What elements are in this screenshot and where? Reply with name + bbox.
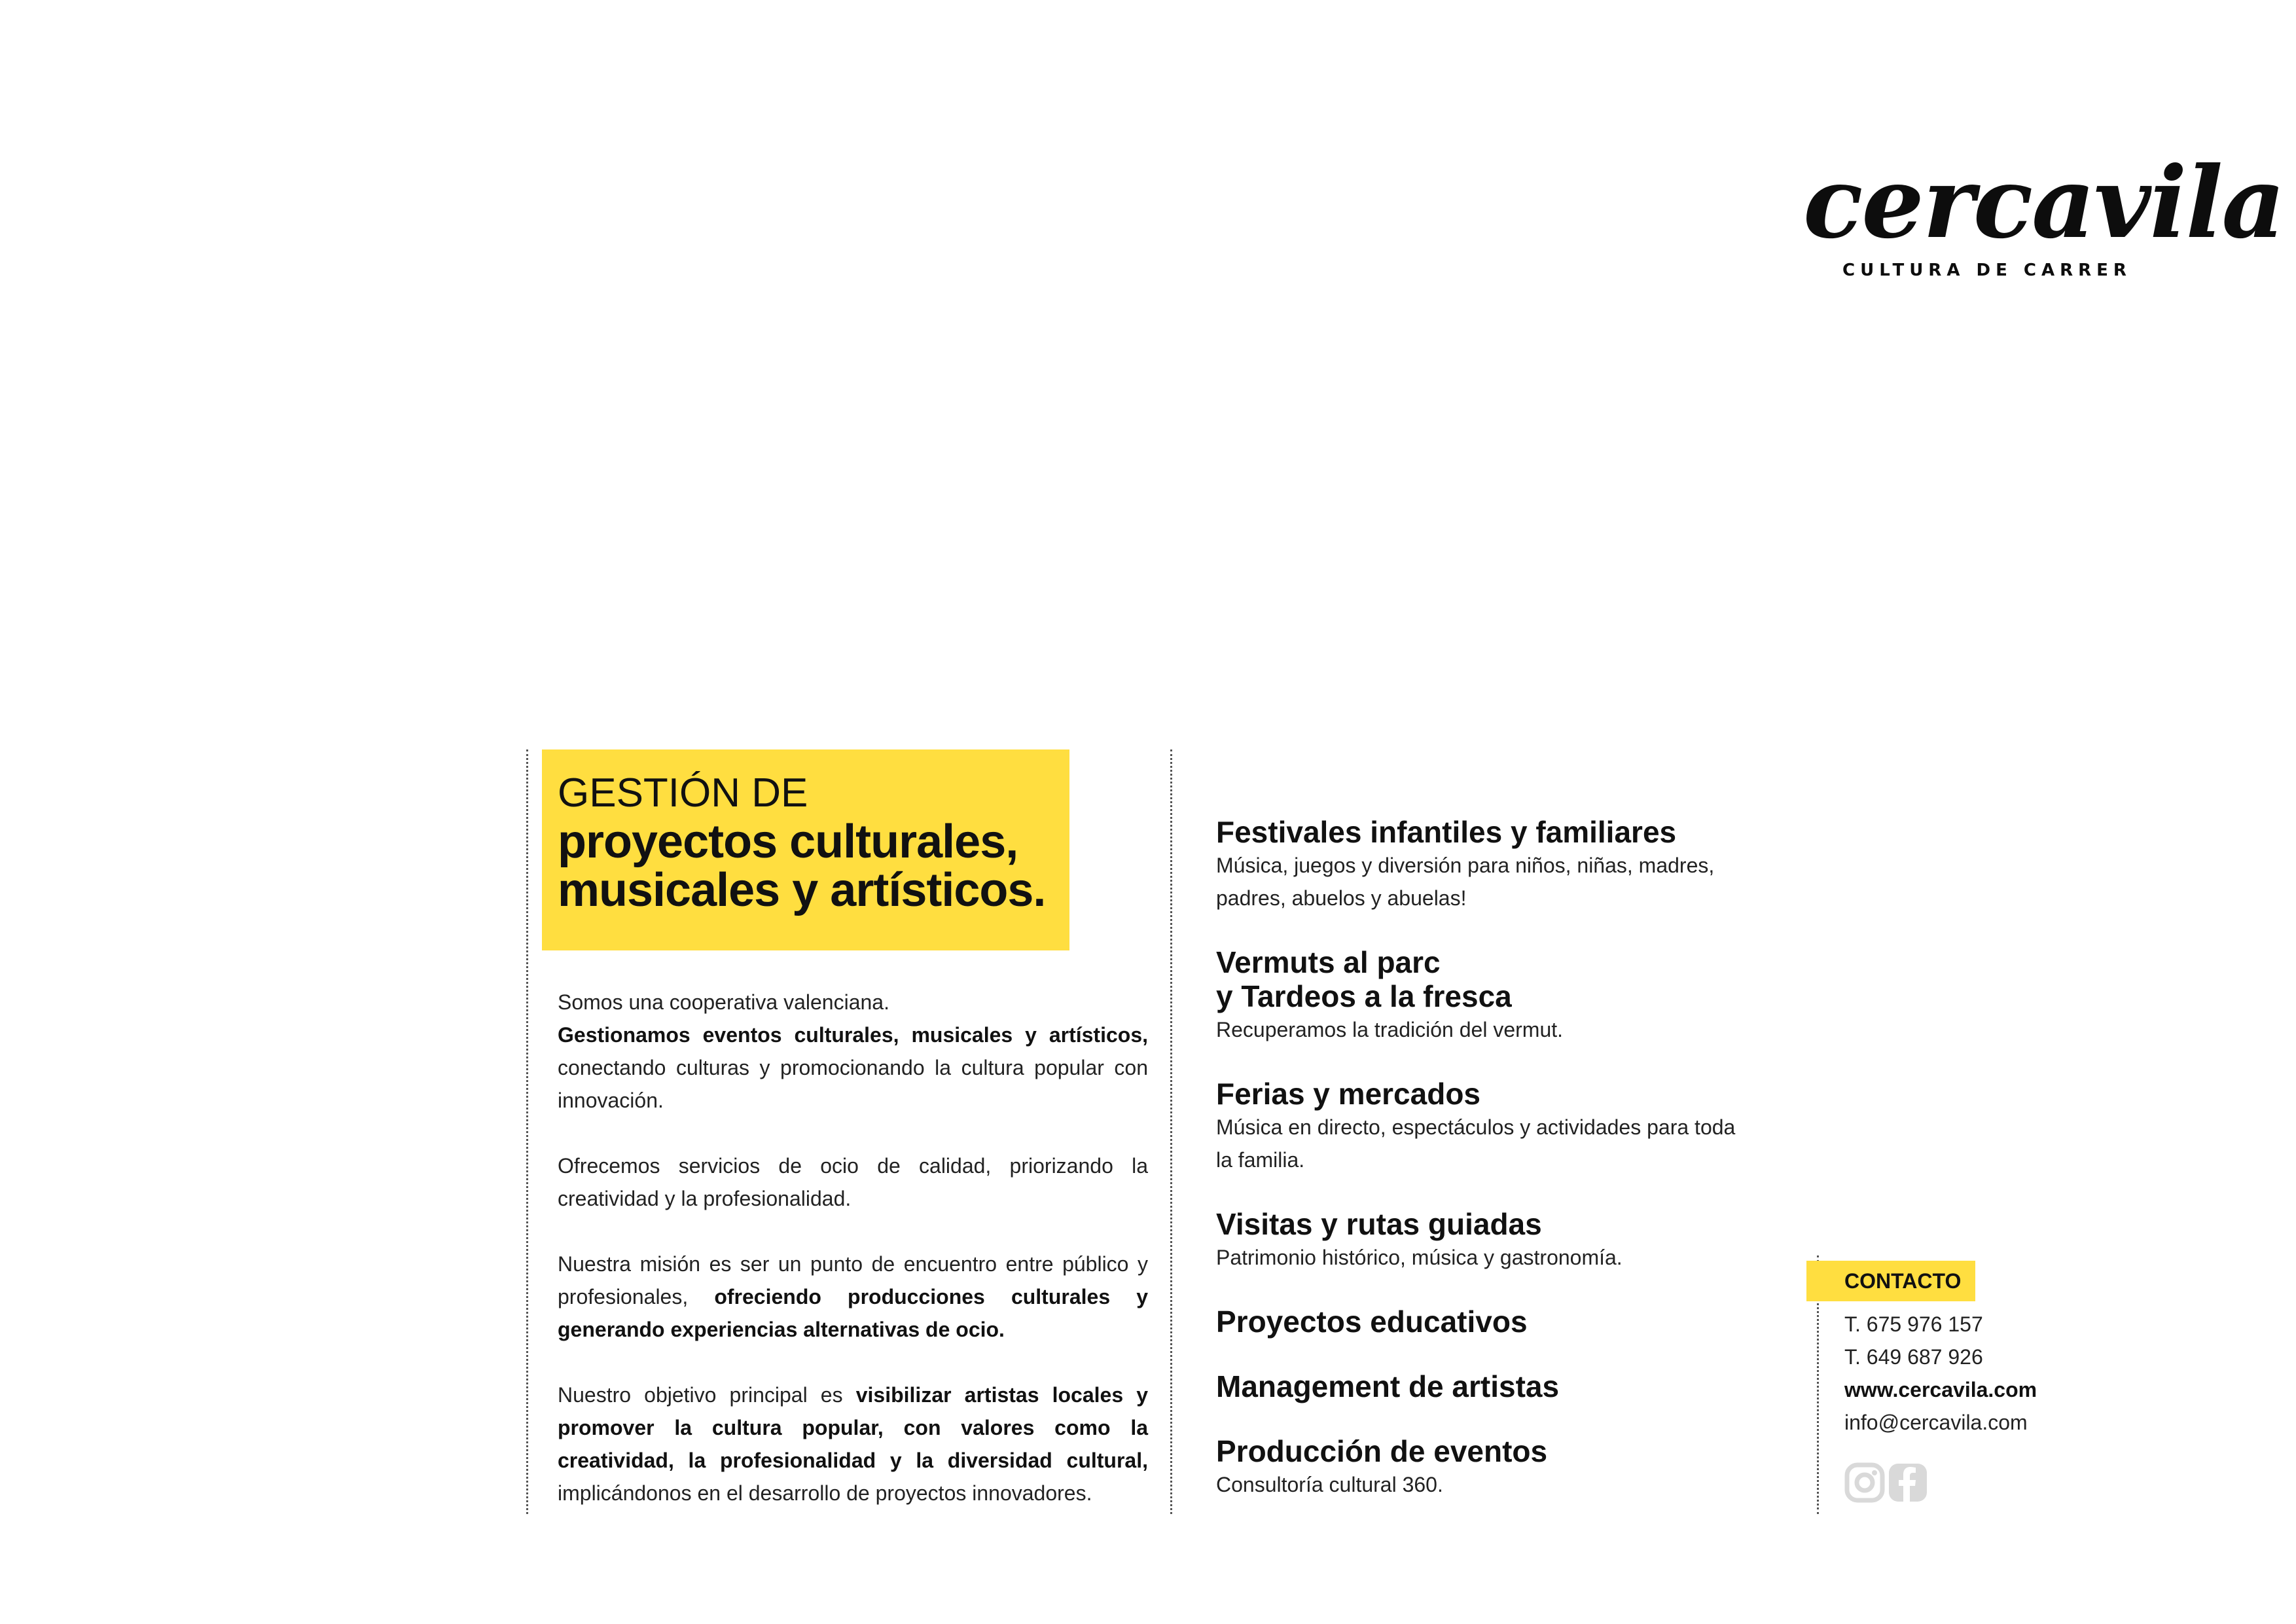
contact-phone-2[interactable]: T. 649 687 926 [1844,1345,1983,1369]
divider-middle [1170,749,1172,1514]
headline-line-2: musicales y artísticos. [558,864,1046,916]
service-item-ferias [1216,1077,1753,1176]
services-list [1216,815,1753,1532]
service-description: Música, juegos y diversión para niños, niñas, madres, padres, abuelos y abuelas! [1216,854,1715,910]
service-item-visitas [1216,1207,1753,1274]
facebook-icon[interactable] [1888,1462,1928,1503]
service-title: Festivales infantiles y familiares [1216,815,1677,849]
instagram-icon[interactable] [1844,1462,1885,1503]
about-highlight-3: ofreciendo producciones culturales y generando experiencias alternativas de ocio. [558,1285,1149,1341]
contact-phone-1[interactable]: T. 675 976 157 [1844,1312,1983,1336]
social-icons [1844,1462,1929,1504]
contact-email-link[interactable]: info@cercavila.com [1844,1411,2028,1434]
divider-left [526,749,528,1514]
headline-box [542,749,1069,950]
contact-block [1806,1261,2042,1439]
service-item-management [1216,1369,1753,1403]
about-highlight-1: Gestionamos eventos culturales, musicales y artísticos, [558,1023,1148,1047]
service-item-vermuts [1216,945,1753,1046]
about-text-4b: implicándonos en el desarrollo de proyectos innovadores. [558,1481,1092,1505]
headline-kicker: GESTIÓN DE [558,770,808,816]
brand-logo [1803,145,2284,281]
about-text-3: Nuestra misión es ser un punto de encuentro entre público y profesionales, [558,1252,1148,1308]
service-description: Patrimonio histórico, música y gastronomía. [1216,1246,1623,1269]
logo-tagline: CULTURA DE CARRER [1842,261,2132,280]
about-section [558,986,1148,1542]
about-paragraph-3 [558,1248,1148,1346]
service-description: Consultoría cultural 360. [1216,1473,1443,1496]
service-title-line-2: y Tardeos a la fresca [1216,979,1512,1013]
logo-wordmark: cercavila [1803,145,2284,261]
headline-line-1: proyectos culturales, [558,816,1018,868]
service-title: Ferias y mercados [1216,1077,1481,1111]
about-text-4a: Nuestro objetivo principal es [558,1383,856,1407]
service-item-festivales [1216,815,1753,914]
about-text-1: conectando culturas y promocionando la cultura popular con innovación. [558,1056,1148,1112]
about-paragraph-1 [558,986,1148,1117]
service-description: Recuperamos la tradición del vermut. [1216,1018,1564,1041]
about-highlight-4: visibilizar artistas locales y promover la cultura popular, con valores como la creatividad, la profesionalidad y la diversidad cultural, [558,1383,1149,1472]
contact-details [1806,1308,2042,1439]
service-title: Management de artistas [1216,1369,1560,1403]
service-title: Proyectos educativos [1216,1305,1528,1339]
service-item-educativos [1216,1305,1753,1339]
service-item-produccion [1216,1434,1753,1501]
service-title: Producción de eventos [1216,1434,1548,1468]
about-intro: Somos una cooperativa valenciana. [558,990,889,1014]
service-description: Música en directo, espectáculos y actividades para toda la familia. [1216,1115,1736,1172]
about-paragraph-2: Ofrecemos servicios de ocio de calidad, priorizando la creatividad y la profesionalidad. [558,1154,1148,1210]
service-title: Visitas y rutas guiadas [1216,1207,1542,1241]
contact-website-link[interactable]: www.cercavila.com [1844,1378,2037,1401]
about-paragraph-4 [558,1379,1148,1509]
service-title: Vermuts al parc [1216,945,1441,979]
contact-label: CONTACTO [1806,1261,1975,1301]
